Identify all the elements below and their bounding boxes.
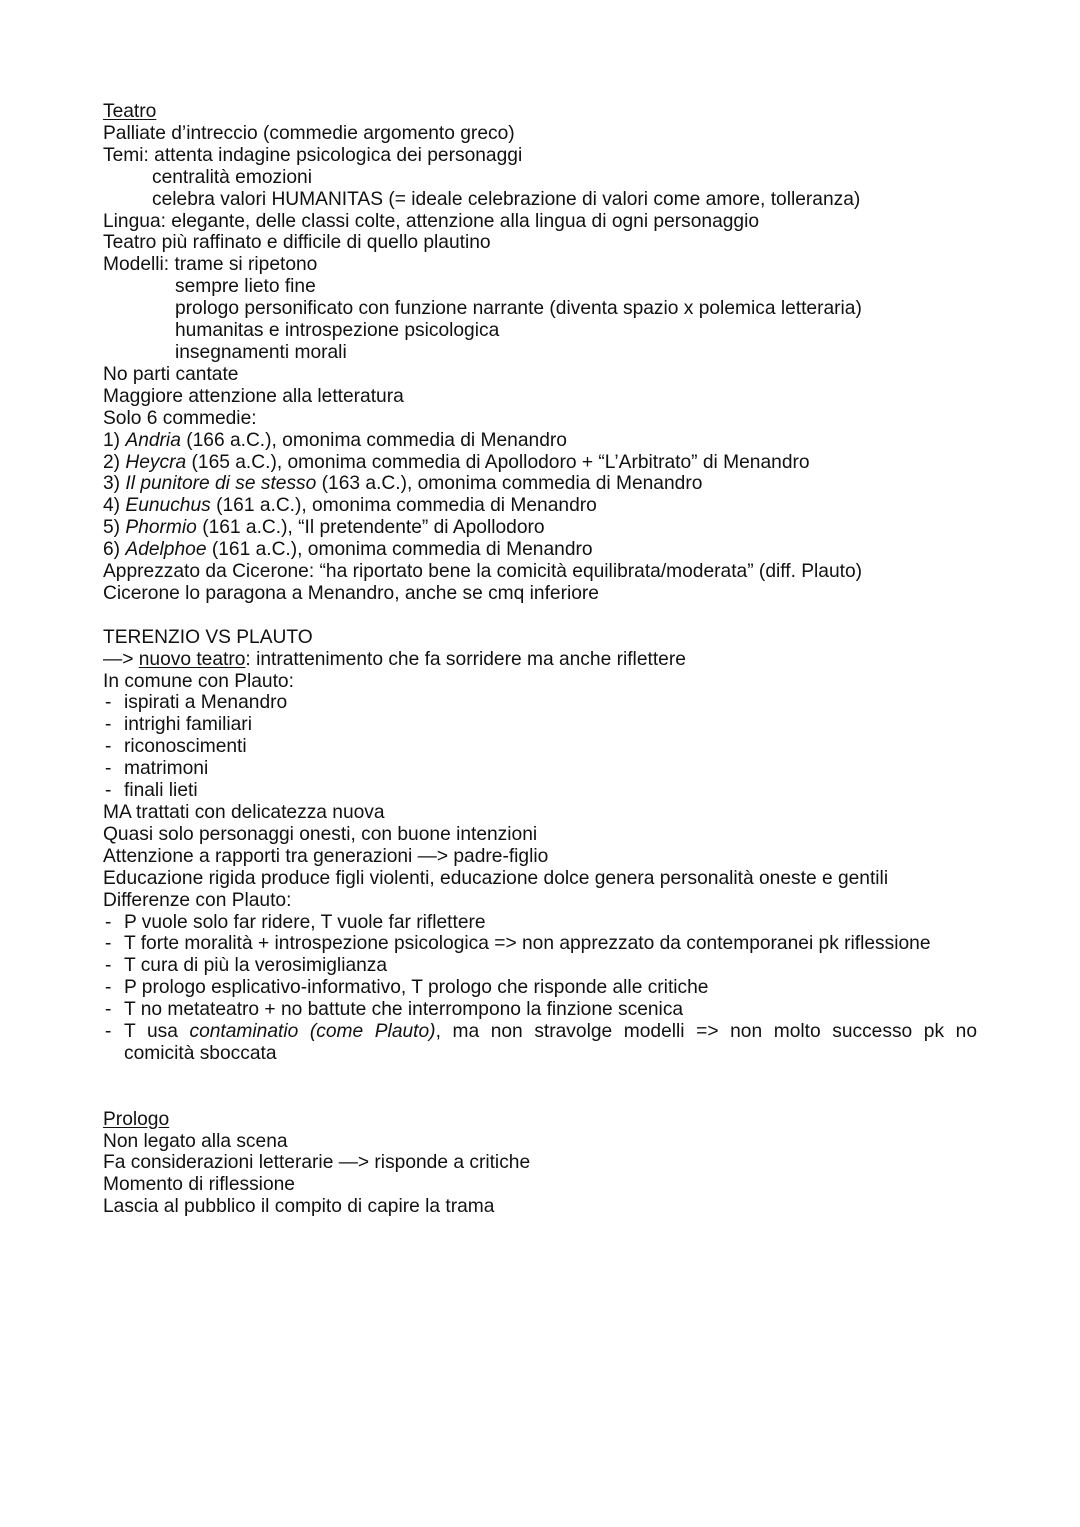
bullet-item: - T no metateatro + no battute che interrompono la finzione scenica bbox=[103, 999, 983, 1021]
commedia-title: Andria bbox=[125, 429, 181, 451]
text-line: Apprezzato da Cicerone: “ha riportato bene la comicità equilibrata/moderata” (diff. Plauto) bbox=[103, 561, 863, 583]
bullet-item: - ispirati a Menandro bbox=[103, 692, 983, 714]
text-line: Differenze con Plauto: bbox=[103, 889, 292, 911]
document-page bbox=[103, 101, 983, 1218]
text-line: Educazione rigida produce figli violenti, educazione dolce genera personalità oneste e gentili bbox=[103, 867, 889, 889]
commedia-item: 3) Il punitore di se stesso (163 a.C.), omonima commedia di Menandro bbox=[103, 473, 703, 495]
nuovo-teatro-term: nuovo teatro bbox=[138, 648, 246, 670]
bullet-item-line: comicità sboccata bbox=[124, 1042, 277, 1064]
text-line: Momento di riflessione bbox=[103, 1174, 295, 1196]
commedia-item: 1) Andria (166 a.C.), omonima commedia di Menandro bbox=[103, 429, 567, 451]
commedia-title: Il punitore di se stesso bbox=[125, 473, 317, 495]
commedia-title: Heycra bbox=[125, 451, 187, 473]
text-line-indented: celebra valori HUMANITAS (= ideale celebrazione di valori come amore, tolleranza) bbox=[152, 188, 861, 210]
bullet-item bbox=[103, 1021, 977, 1065]
bullet-item: - P vuole solo far ridere, T vuole far riflettere bbox=[103, 912, 983, 934]
text-line: Solo 6 commedie: bbox=[103, 407, 257, 429]
text-line: Non legato alla scena bbox=[103, 1130, 288, 1152]
text-line-indented: prologo personificato con funzione narrante (diventa spazio x polemica letteraria) bbox=[175, 298, 862, 320]
text-line: No parti cantate bbox=[103, 363, 239, 385]
spacer bbox=[103, 605, 983, 627]
commedia-title: Phormio bbox=[125, 517, 197, 539]
text-line: Temi: attenta indagine psicologica dei personaggi bbox=[103, 144, 523, 166]
bullet-item: - P prologo esplicativo-informativo, T prologo che risponde alle critiche bbox=[103, 977, 983, 999]
bullet-item: - T forte moralità + introspezione psicologica => non apprezzato da contemporanei pk riflessione bbox=[103, 933, 983, 955]
text-line: Cicerone lo paragona a Menandro, anche se cmq inferiore bbox=[103, 582, 599, 604]
text-line: In comune con Plauto: bbox=[103, 670, 294, 692]
commedia-title: Eunuchus bbox=[125, 495, 211, 517]
commedia-title: Adelphoe bbox=[125, 539, 207, 561]
text-line: Palliate d’intreccio (commedie argomento greco) bbox=[103, 122, 515, 144]
contaminatio-term: contaminatio (come Plauto) bbox=[189, 1021, 436, 1043]
commedia-item: 5) Phormio (161 a.C.), “Il pretendente” di Apollodoro bbox=[103, 517, 545, 539]
section-heading-teatro: Teatro bbox=[103, 101, 157, 122]
text-line: —> nuovo teatro: intrattenimento che fa sorridere ma anche riflettere bbox=[103, 648, 686, 670]
text-line: Lascia al pubblico il compito di capire la trama bbox=[103, 1196, 495, 1218]
text-line-indented: insegnamenti morali bbox=[175, 341, 347, 363]
text-line: Modelli: trame si ripetono bbox=[103, 254, 318, 276]
text-line: Teatro più raffinato e difficile di quello plautino bbox=[103, 232, 491, 254]
bullet-item: - matrimoni bbox=[103, 758, 983, 780]
text-line: Maggiore attenzione alla letteratura bbox=[103, 385, 404, 407]
bullet-item: - T cura di più la verosimiglianza bbox=[103, 955, 983, 977]
spacer bbox=[103, 1065, 983, 1109]
text-line: Attenzione a rapporti tra generazioni —> padre-figlio bbox=[103, 845, 549, 867]
text-line-indented: humanitas e introspezione psicologica bbox=[175, 320, 500, 342]
text-line: Quasi solo personaggi onesti, con buone intenzioni bbox=[103, 823, 538, 845]
text-line: Fa considerazioni letterarie —> risponde a critiche bbox=[103, 1152, 531, 1174]
text-line: Lingua: elegante, delle classi colte, attenzione alla lingua di ogni personaggio bbox=[103, 210, 760, 232]
bullet-item: - riconoscimenti bbox=[103, 736, 983, 758]
bullet-item: - intrighi familiari bbox=[103, 714, 983, 736]
commedia-item: 6) Adelphoe (161 a.C.), omonima commedia di Menandro bbox=[103, 539, 593, 561]
text-line-indented: sempre lieto fine bbox=[175, 276, 316, 298]
text-line-indented: centralità emozioni bbox=[152, 166, 312, 188]
text-line: MA trattati con delicatezza nuova bbox=[103, 801, 385, 823]
bullet-item-line: - T usa contaminatio (come Plauto), ma non stravolge modelli => non molto successo pk no bbox=[124, 1021, 977, 1043]
commedia-item: 2) Heycra (165 a.C.), omonima commedia di Apollodoro + “L’Arbitrato” di Menandro bbox=[103, 451, 810, 473]
bullet-item: - finali lieti bbox=[103, 780, 983, 802]
section-heading-prologo: Prologo bbox=[103, 1108, 170, 1130]
commedia-item: 4) Eunuchus (161 a.C.), omonima commedia di Menandro bbox=[103, 495, 597, 517]
section-heading-terenzio-vs-plauto: TERENZIO VS PLAUTO bbox=[103, 626, 313, 648]
